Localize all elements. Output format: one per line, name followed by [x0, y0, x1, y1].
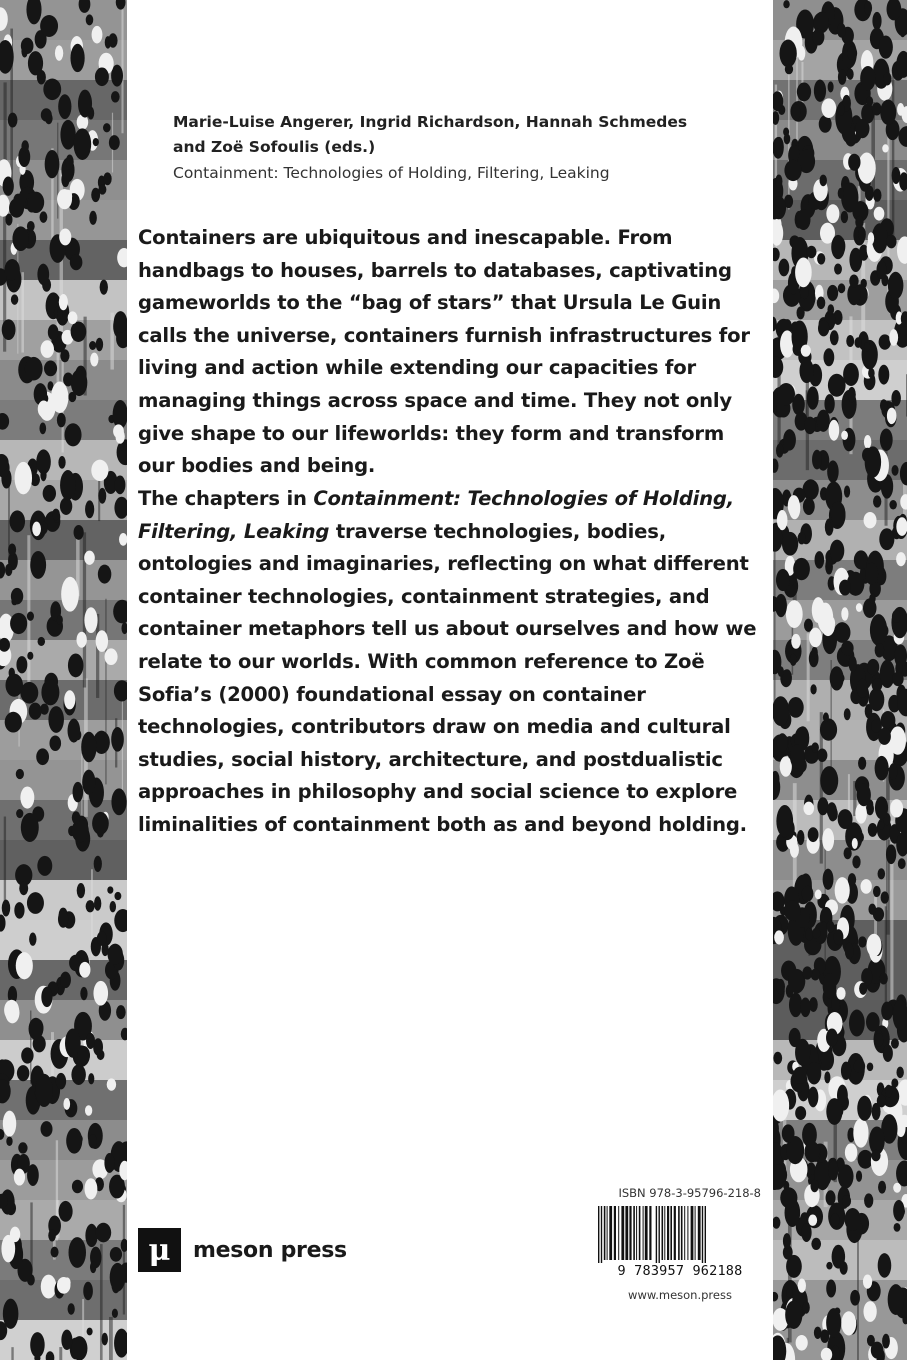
editors: [173, 110, 733, 160]
publisher-name: meson press: [193, 1237, 347, 1263]
blurb-paragraph-2: [138, 483, 758, 842]
mu-logo-icon: μ: [138, 1228, 181, 1272]
barcode-digits: 9 783957 962188: [594, 1263, 766, 1279]
editors-line-2: and Zoë Sofoulis (eds.): [173, 138, 376, 156]
isbn-label: ISBN 978-3-95796-218-8: [618, 1186, 761, 1200]
editors-line-1: Marie-Luise Angerer, Ingrid Richardson, Hannah Schmedes: [173, 113, 688, 131]
blurb-paragraph-1: Containers are ubiquitous and inescapable. From handbags to houses, barrels to databases, captivating gameworlds to the “bag of stars” that Ursula Le Guin calls the universe, containers furnish infrastructures for living and action while extending our capacities for managing things across space and time. They not only give shape to our lifeworlds: they form and transform our bodies and being.: [138, 226, 750, 478]
publisher-logo: [138, 1228, 347, 1272]
right-cover-artwork: [773, 0, 907, 1360]
barcode: [594, 1206, 766, 1294]
blurb-p2-intro: The chapters in: [138, 487, 314, 510]
blurb-p2-body: traverse technologies, bodies, ontologies and imaginaries, reflecting on what different container technologies, containment strategies, and container metaphors tell us about ourselves and how we relate to our worlds. With common reference to Zoë Sofia’s (2000) foundational essay on container technologies, contributors draw on media and cultural studies, social history, architecture, and postdualistic approaches in philosophy and social science to explore liminalities of containment both as and beyond holding.: [138, 519, 757, 836]
publisher-url: www.meson.press: [628, 1288, 732, 1302]
blurb-p2-title: Containment: Technologies of Holding, Filtering, Leaking: [138, 487, 734, 543]
book-title: Containment: Technologies of Holding, Filtering, Leaking: [173, 164, 610, 182]
left-cover-artwork: [0, 0, 127, 1360]
